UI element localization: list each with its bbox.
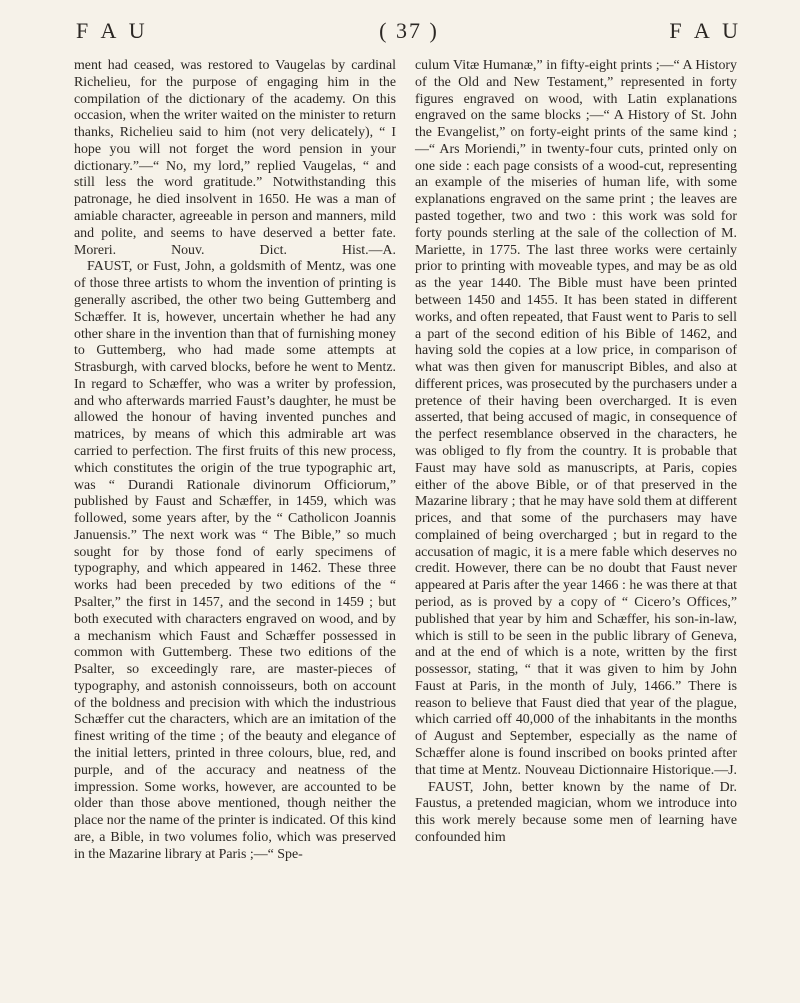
paragraph: FAUST, John, better known by the name of Dr. Faustus, a pretended magician, whom we introduce into this work merely because some men of learning have confounded him <box>415 779 737 845</box>
left-column <box>74 58 396 864</box>
header-left: F A U <box>76 18 149 43</box>
right-column <box>415 58 737 847</box>
paragraph: culum Vitæ Humanæ,” in fifty-eight prints ;—“ A History of the Old and New Testament,” represented in forty figures engraved on wood, with Latin explanations engraved on the same blocks ;—“ A History of St. John the Evangelist,” on forty-eight prints of the same kind ;—“ Ars Moriendi,” in twenty-four cuts, printed only on one side : each page consists of a wood-cut, representing an example of the miseries of human life, with some explanations engraved on the same print ; the leaves are pasted together, two and two : this work was sold for forty pounds sterling at the sale of the collection of M. Mariette, in 1775. The last three works were certainly prior to printing with moveable types, and may be as old as the year 1440. The Bible must have been printed between 1450 and 1455. It has been stated in different works, and often repeated, that Faust went to Paris to sell a part of the second edition of his Bible of 1462, and having sold the copies at a low price, in comparison of what was then given for manuscript Bibles, and also at different prices, was prosecuted by the purchasers under a pretence of their having been overcharged. It is even asserted, that being accused of magic, in consequence of the perfect resemblance observed in the characters, he was obliged to fly from the country. It is probable that Faust may have sold as manuscripts, at Paris, copies either of the above Bible, or of that preserved in the Mazarine library ; that he may have sold them at different prices, and that some of the purchasers may have complained of being overcharged ; but in regard to the accusation of magic, it is a mere fable which deserves no credit. However, there can be no doubt that Faust never appeared at Paris after the year 1466 : he was there at that period, as is proved by a copy of “ Cicero’s Offices,” published that year by him and Schæffer, his son-in-law, which is still to be seen in the public library of Geneva, and at the end of which is a note, written by the first possessor, stating, “ that it was given to him by John Faust at Paris, in the month of July, 1466.” There is reason to believe that Faust died that year of the plague, which carried off 40,000 of the inhabitants in the months of August and September, especially as the name of Schæffer alone is found inscribed on books printed after that time at Mentz. Nouveau Dictionnaire Historique.—J. <box>415 58 737 778</box>
running-header <box>76 18 742 44</box>
page-number: ( 37 ) <box>379 18 439 43</box>
header-right: F A U <box>669 18 742 43</box>
paragraph: ment had ceased, was restored to Vaugelas by cardinal Richelieu, for the purpose of engaging him in the compilation of the dictionary of the academy. On this occasion, when the writer waited on the minister to return thanks, Richelieu said to him (not very delicately), “ I hope you will not forget the word pension in your dictionary.”—“ No, my lord,” replied Vaugelas, “ and still less the word gratitude.” Notwithstanding this patronage, he died insolvent in 1650. He was a man of amiable character, agreeable in person and manners, mild and polite, and seems to have deserved a better fate. Moreri. Nouv. Dict. Hist.—A. <box>74 58 396 258</box>
paragraph: FAUST, or Fust, John, a goldsmith of Mentz, was one of those three artists to whom the invention of printing is generally ascribed, the other two being Guttemberg and Schæffer. It is, however, uncertain whether he had any other share in the invention than that of furnishing money to Guttemberg, who had made some attempts at Strasburgh, with carved blocks, before he went to Mentz. In regard to Schæffer, who was a writer by profession, and who afterwards married Faust’s daughter, he must be allowed the honour of having invented punches and matrices, by means of which this admirable art was carried to perfection. The first fruits of this new process, which constitutes the origin of the true typographic art, was “ Durandi Rationale divinorum Officiorum,” published by Faust and Schæffer, in 1459, which was followed, some years after, by the “ Catholicon Joannis Januensis.” The next work was “ The Bible,” so much sought for by those fond of early specimens of typography, and which appeared in 1462. These three works had been preceded by two editions of the “ Psalter,” the first in 1457, and the second in 1459 ; but both executed with characters engraved on wood, and by a mechanism which Faust and Schæffer possessed in common with Guttemberg. These two editions of the Psalter, so exceedingly rare, are master-pieces of typography, and astonish connoisseurs, both on account of the boldness and precision with which the industrious Schæffer cut the characters, which are an imitation of the finest writing of the time ; of the beauty and elegance of the initial letters, printed in three colours, blue, red, and purple, and of the accuracy and neatness of the impression. Some works, however, are accounted to be older than those above mentioned, though neither the place nor the name of the printer is indicated. Of this kind are, a Bible, in two volumes folio, which was preserved in the Mazarine library at Paris ;—“ Spe- <box>74 259 396 862</box>
